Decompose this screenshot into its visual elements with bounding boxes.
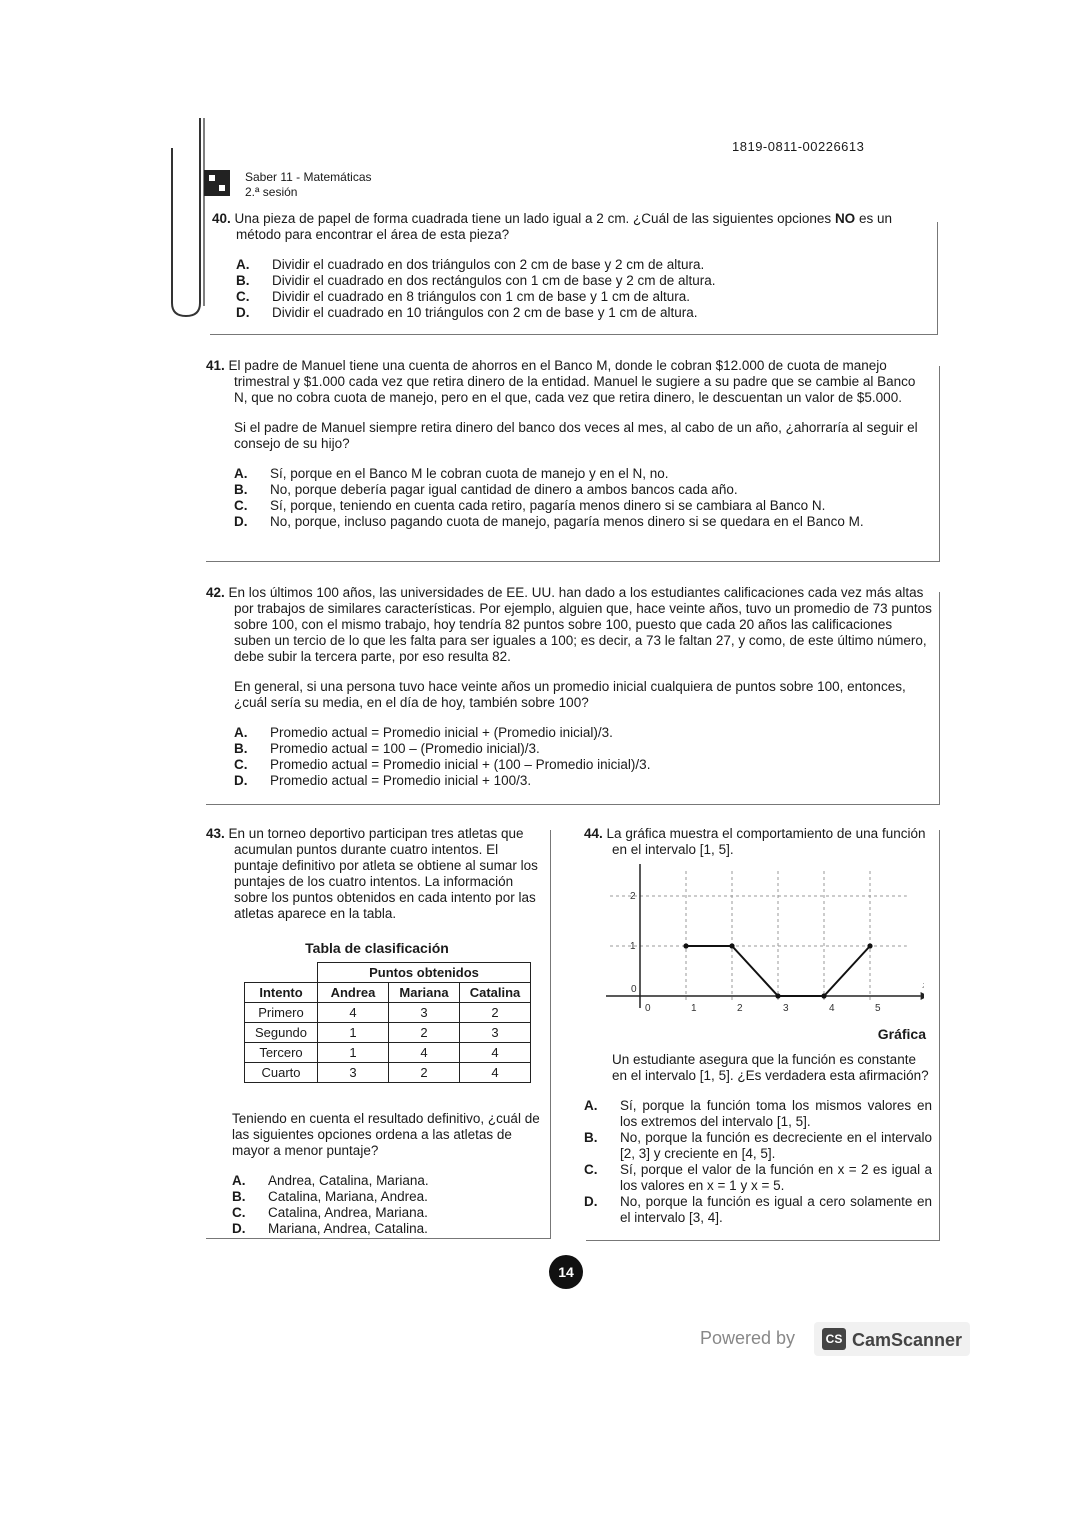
box-border [939,830,940,1241]
table-cell: 2 [389,1063,460,1083]
table-row [245,1023,531,1043]
box-border [939,592,940,805]
option-text[interactable]: Promedio actual = Promedio inicial + (100 – Promedio inicial)/3. [270,757,651,772]
table-cell: 1 [318,1023,389,1043]
exam-title: Saber 11 - Matemáticas [245,170,372,184]
data-point [821,993,826,998]
function-graph [604,864,924,1024]
table-cell: 4 [318,1003,389,1023]
y-tick-label: 2 [630,891,636,902]
divider [206,804,940,805]
box-border [939,366,940,562]
binder-clip-icon [168,118,208,318]
option-text[interactable]: Promedio actual = Promedio inicial + (Promedio inicial)/3. [270,725,613,740]
question-40-stem: 40. Una pieza de papel de forma cuadrada tiene un lado igual a 2 cm. ¿Cuál de las siguientes opciones NO es un método para encontrar el área de esta pieza? [212,211,892,242]
option-letter[interactable]: D. [232,1221,246,1236]
answer-options [212,257,932,321]
data-point [729,943,734,948]
table-header: Intento [245,983,318,1003]
option-text[interactable]: Promedio actual = 100 – (Promedio inicial)/3. [270,741,540,756]
question-number: 41. [206,358,225,373]
question-42 [206,585,932,789]
option-text[interactable]: Dividir el cuadrado en dos rectángulos con 1 cm de base y 2 cm de altura. [272,273,716,288]
table-cell: 1 [318,1043,389,1063]
option-letter[interactable]: C. [236,289,250,304]
option-letter[interactable]: B. [234,482,248,497]
option-letter[interactable]: C. [584,1162,598,1177]
option-letter[interactable]: B. [236,273,250,288]
option-text[interactable]: Dividir el cuadrado en 8 triángulos con 1 cm de base y 1 cm de altura. [272,289,690,304]
option-letter[interactable]: B. [584,1130,598,1145]
option-text[interactable]: Catalina, Andrea, Mariana. [268,1205,428,1220]
document-id: 1819-0811-00226613 [732,139,865,154]
question-40 [212,211,932,321]
option-letter[interactable]: D. [234,773,248,788]
exam-header [245,170,372,200]
classification-table [244,962,531,1083]
answer-options [206,1173,548,1237]
table-row [245,1063,531,1083]
divider [206,561,940,562]
question-44-prompt: Un estudiante asegura que la función es constante en el intervalo [1, 5]. ¿Es verdadera esta afirmación? [612,1052,929,1083]
table-cell: 4 [389,1043,460,1063]
divider [210,334,938,335]
table-cell: 2 [460,1003,531,1023]
option-text[interactable]: Promedio actual = Promedio inicial + 100/3. [270,773,532,788]
question-41-prompt: Si el padre de Manuel siempre retira dinero del banco dos veces al mes, al cabo de un año, ¿ahorraría al seguir el consejo de su hijo? [234,420,918,451]
x-axis-label [922,980,924,991]
table-cell: 4 [460,1063,531,1083]
table-row [245,1003,531,1023]
question-number: 40. [212,211,231,226]
question-43-stem: 43. En un torneo deportivo participan tres atletas que acumulan puntos durante cuatro intentos. El puntaje definitivo por atleta se obtiene al sumar los puntajes de los cuatro intentos. La información sobre los puntos obtenidos en cada intento por las atletas aparece en la tabla. [206,826,538,921]
table-cell: 3 [318,1063,389,1083]
function-line [686,946,870,996]
option-text[interactable]: No, porque la función es decreciente en el intervalo [2, 3] y creciente en [4, 5]. [620,1130,932,1161]
question-number: 42. [206,585,225,600]
option-letter[interactable]: A. [232,1173,246,1188]
option-text[interactable]: No, porque debería pagar igual cantidad de dinero a ambos bancos cada año. [270,482,738,497]
data-point [683,943,688,948]
answer-options [584,1098,932,1226]
x-tick-label: 5 [875,1003,881,1014]
option-letter[interactable]: A. [236,257,250,272]
option-letter[interactable]: B. [232,1189,246,1204]
x-tick-label: 0 [645,1003,651,1014]
question-42-prompt: En general, si una persona tuvo hace veinte años un promedio inicial cualquiera de puntos sobre 100, entonces, ¿cuál sería su media, en el día de hoy, también sobre 100? [234,679,906,710]
table-group-header: Puntos obtenidos [318,963,531,983]
question-44 [584,826,932,1226]
x-axis-arrow [921,992,924,1000]
question-43-prompt: Teniendo en cuenta el resultado definitivo, ¿cuál de las siguientes opciones ordena a las atletas de mayor a menor puntaje? [232,1111,540,1158]
exam-session: 2.ª sesión [245,185,298,199]
question-41-stem: 41. El padre de Manuel tiene una cuenta de ahorros en el Banco M, donde le cobran $12.000 de cuota de manejo trimestral y $1.000 cada vez que retira dinero de la entidad. Manuel le sugiere a su padre que se cambie al Banco N, que no cobra cuota de manejo, pero en el que, cada vez que retira dinero, le descuentan un valor de $5.000. [206,358,916,405]
option-letter[interactable]: C. [232,1205,246,1220]
option-letter[interactable]: A. [234,466,248,481]
table-header: Catalina [460,983,531,1003]
table-header: Mariana [389,983,460,1003]
table-cell: Primero [245,1003,318,1023]
option-text[interactable]: Dividir el cuadrado en 10 triángulos con 2 cm de base y 1 cm de altura. [272,305,698,320]
data-point [867,943,872,948]
x-tick-label: 2 [737,1003,743,1014]
y-tick-label: 0 [631,984,637,995]
table-title: Tabla de clasificación [305,940,449,956]
table-cell: Cuarto [245,1063,318,1083]
option-letter[interactable]: C. [234,757,248,772]
option-text[interactable]: Andrea, Catalina, Mariana. [268,1173,429,1188]
option-letter[interactable]: D. [584,1194,598,1209]
table-cell: Segundo [245,1023,318,1043]
table-cell: 4 [460,1043,531,1063]
option-text[interactable]: Sí, porque, teniendo en cuenta cada retiro, pagaría menos dinero si se cambiara al Banco N. [270,498,826,513]
x-tick-label: 4 [829,1003,835,1014]
table-row [245,1043,531,1063]
question-42-stem: 42. En los últimos 100 años, las universidades de EE. UU. han dado a los estudiantes calificaciones cada vez más altas por trabajos de similares características. Por ejemplo, alguien que, hace veinte años, tuvo un promedio de 73 puntos sobre 100, con el mismo trabajo, hoy tendría 82 puntos sobre 100, puesto que cada 20 años las calificaciones suben un tercio de lo que les falta para ser iguales a 100; es decir, a 73 le faltan 27, y como, de este último número, debe subir la tercera parte, por eso resulta 82. [206,585,932,664]
answer-options [206,466,932,530]
option-text[interactable]: Sí, porque en el Banco M le cobran cuota de manejo y en el N, no. [270,466,669,481]
table-header: Andrea [318,983,389,1003]
option-text[interactable]: Catalina, Mariana, Andrea. [268,1189,428,1204]
x-tick-label: 1 [691,1003,697,1014]
option-text[interactable]: Sí, porque el valor de la función en x = 2 es igual a los valores en x = 1 y x = 5. [620,1162,932,1193]
table-cell: 3 [389,1003,460,1023]
option-text[interactable]: No, porque, incluso pagando cuota de manejo, pagaría menos dinero si se quedara en el Banco M. [270,514,864,529]
table-cell: 3 [460,1023,531,1043]
divider [206,1238,551,1239]
option-text[interactable]: Dividir el cuadrado en dos triángulos con 2 cm de base y 2 cm de altura. [272,257,705,272]
emphasis-no: NO [834,211,856,226]
camscanner-logo-icon: CS [822,1328,846,1350]
option-letter[interactable]: C. [234,498,248,513]
option-text[interactable]: Sí, porque la función toma los mismos valores en los extremos del intervalo [1, 5]. [620,1098,932,1129]
data-point [775,993,780,998]
question-number: 43. [206,826,225,841]
option-text[interactable]: Mariana, Andrea, Catalina. [268,1221,428,1236]
camscanner-brand: CamScanner [852,1330,963,1350]
option-letter[interactable]: A. [234,725,248,740]
option-letter[interactable]: D. [234,514,248,529]
powered-by-text: Powered by [700,1328,796,1348]
option-letter[interactable]: B. [234,741,248,756]
option-text[interactable]: No, porque la función es igual a cero solamente en el intervalo [3, 4]. [620,1194,932,1225]
table-cell: 2 [389,1023,460,1043]
box-border [937,222,938,335]
option-letter[interactable]: D. [236,305,250,320]
question-43 [206,826,548,1237]
y-tick-label: 1 [630,941,636,952]
box-border [550,830,551,1239]
graph-caption: Gráfica [877,1026,926,1042]
answer-options [206,725,932,789]
icfes-logo-icon [202,168,232,198]
question-number: 44. [584,826,603,841]
x-tick-label: 3 [783,1003,789,1014]
table-cell: Tercero [245,1043,318,1063]
divider [586,1240,940,1241]
question-41 [206,358,932,530]
page-number: 14 [549,1255,583,1289]
option-letter[interactable]: A. [584,1098,598,1113]
question-44-stem: 44. La gráfica muestra el comportamiento de una función en el intervalo [1, 5]. [584,826,926,857]
